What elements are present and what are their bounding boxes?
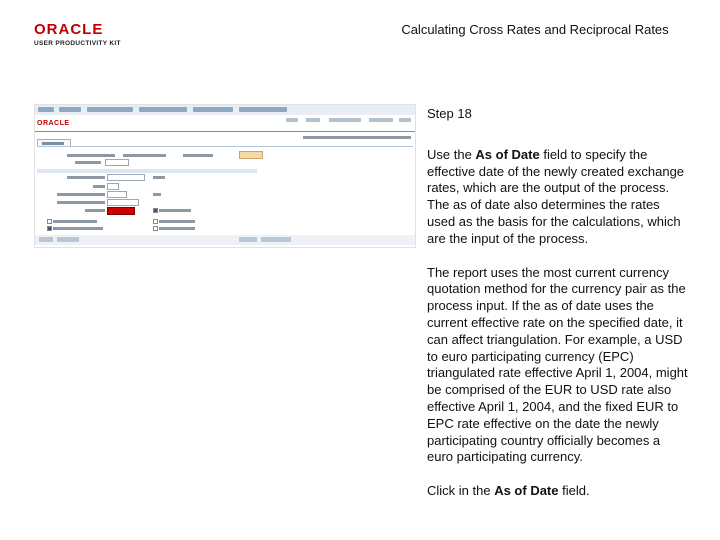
step-label: Step 18 [427,106,472,121]
application-screenshot [34,104,416,248]
screenshot-bottom-bar [35,235,415,245]
screenshot-top-links [251,118,411,123]
logo-subtitle: USER PRODUCTIVITY KIT [34,40,121,47]
instruction-paragraph-1 [427,147,689,248]
field-name-as-of-date-click: As of Date [494,483,559,499]
instruction-paragraph-2: The report uses the most current currency quotation method for the currency pair as the process input. If the as of date uses the current effective rate on the specified date, it can affect triangulation. For example, a USD to euro participating currency (EPC) triangulated rate effective April 1, 2004, might be comprised of the EUR to USD rate also effective April 1, 2004, and the fixed EUR to EPC rate effective on the date the newly participating country officially becomes a euro participating currency. [427,264,688,465]
document-title: Calculating Cross Rates and Reciprocal Rates [401,22,669,37]
para1-prefix: Use the [427,146,476,162]
screenshot-page-links [303,136,411,139]
instruction-paragraph-3 [427,483,689,500]
screenshot-run-button [239,151,263,159]
field-name-as-of-date: As of Date [475,146,540,162]
oracle-upk-logo [34,22,134,50]
logo-wordmark: ORACLE [34,21,104,38]
para1-suffix: field to specify the effective date of the newly created exchange rates, which are the output of the process. The as of date also determines the rates used as the basis for the calculations, which are the input of the process. [427,146,685,246]
para3-suffix: field. [558,483,590,499]
screenshot-report-request-section [37,169,257,173]
screenshot-as-of-date-field [107,207,135,215]
para3-prefix: Click in the [427,483,495,499]
instruction-panel [427,106,689,517]
screenshot-oracle-brand: ORACLE [37,120,70,127]
screenshot-breadcrumb-bar [35,105,415,115]
